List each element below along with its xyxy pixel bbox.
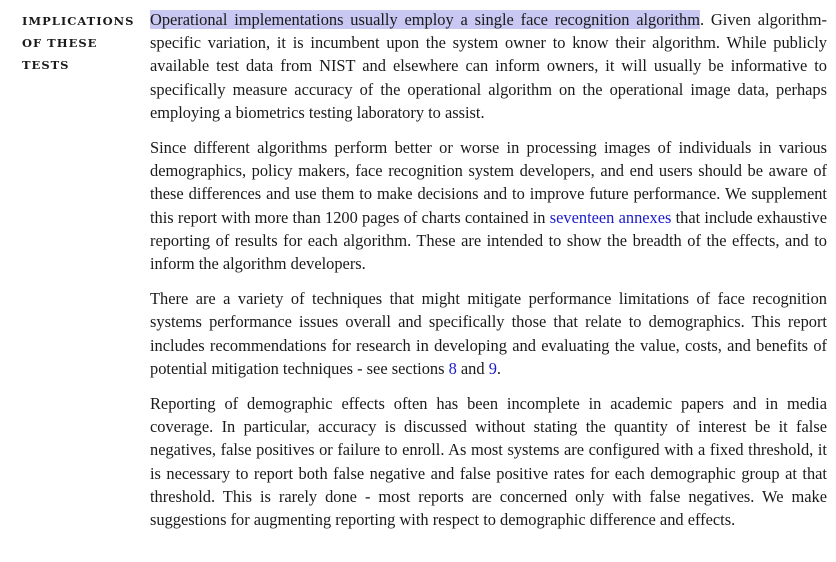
side-heading-line-2: OF THESE [22,36,98,50]
side-heading-line-1: IMPLICATIONS [22,14,135,28]
section-9-link[interactable]: 9 [488,358,497,378]
highlighted-selection[interactable]: Operational implementations usually employ a single face recognition algorithm [150,10,700,29]
paragraph-algorithm-differences [150,136,827,275]
paragraph-3-end: . [496,358,501,378]
paragraph-2-text-before-link: Since different algorithms perform better or worse in processing images of individuals in various demographics, policy makers, face recognition system developers, and end users should be aware of these differences and use them to make decisions and to improve future performance. We supplement this report with more than 1200 pages of charts contained in [150,138,827,227]
main-text-column [150,8,827,543]
section-8-link[interactable]: 8 [448,358,457,378]
paragraph-1-text: . Given algorithm-specific variation, it is incumbent upon the system owner to know their algorithm. While publicly available test data from NIST and elsewhere can inform owners, it will usually be informative to specifically measure accuracy of the operational algorithm on the operational image data, perhaps employing a biometrics testing laboratory to assist. [150,10,827,122]
section-side-heading [22,10,140,76]
side-heading-line-3: TESTS [22,58,70,72]
paragraph-4-text: Reporting of demographic effects often has been incomplete in academic papers and in media coverage. In particular, accuracy is discussed without stating the quantity of interest be it false negatives, false positives or failure to enroll. As most systems are configured with a fixed threshold, it is necessary to report both false negative and false positive rates for each demographic group at that threshold. This is rarely done - most reports are concerned only with false negatives. We make suggestions for augmenting reporting with respect to demographic difference and effects. [150,394,827,530]
paragraph-2-text-after-link: that include exhaustive reporting of results for each algorithm. These are intended to show the breadth of the effects, and to inform the algorithm developers. [150,207,827,274]
paragraph-3-text: There are a variety of techniques that might mitigate performance limitations of face recognition systems performance issues overall and specifically those that relate to demographics. This report includes recommendations for research in developing and evaluating the value, costs, and benefits of potential mitigation techniques - see sections [150,289,827,378]
paragraph-operational-implementations [150,8,827,124]
paragraph-3-conjunction: and [456,358,489,378]
paragraph-mitigation-techniques [150,287,827,380]
seventeen-annexes-link[interactable]: seventeen annexes [549,207,672,227]
paragraph-reporting-demographic-effects [150,392,827,531]
